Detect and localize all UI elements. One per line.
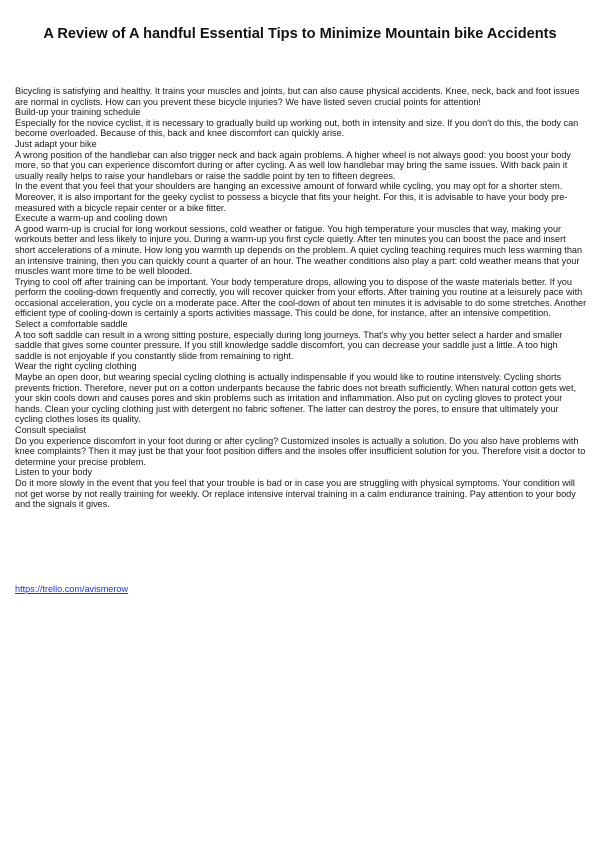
link-container [15, 584, 128, 595]
section-heading-training-schedule: Build-up your training schedule [15, 107, 141, 118]
paragraph-listen-body: Do it more slowly in the event that you feel that your trouble is bad or in case you are struggling with physical symptoms. Your condition will not get worse by not really training for weekly. Or replace intensive interval training in a calm endurance training. Pay attention to your body and the signals it gives. [15, 477, 576, 510]
section-heading-specialist: Consult specialist [15, 425, 87, 435]
paragraph-adapt-bike-2: In the event that you feel that your shoulders are hanging an excessive amount of forward while cycling, you may opt for a shorter stem. Moreover, it is also important for the geeky cyclist to possess a bicycle that fits your height. For this, it is advisable to have your body pre-measured with a bicycle repair center or a bike fitter. [15, 181, 568, 213]
paragraph-warm-up-2: Trying to cool off after training can be important. Your body temperature drops, allowing you to dispose of the waste materials better. If you perform the cooling-down frequently and correctly, you will recover quicker from your efforts. After training you routine at a leisurely pace with occasional acceleration, you cycle on a moderate pace. After the cool-down of about ten minutes it is advisable to do some stretches. Another efficient type of cooling-down is certainly a sports activities massage. This could be done, for instance, after an intensive competition. [15, 276, 587, 319]
document-body [15, 86, 587, 510]
trello-link[interactable]: https://trello.com/avismerow [15, 584, 129, 594]
intro-paragraph: Bicycling is satisfying and healthy. It trains your muscles and joints, but can also cause physical accidents. Knee, neck, back and foot issues are normal in cyclists. How can you prevent these bicycle injuries? We have listed seven crucial points for attention! [15, 86, 580, 107]
paragraph-training-schedule: Especially for the novice cyclist, it is necessary to gradually build up working out, both in intensity and size. If you don't do this, the body can become overloaded. Because of this, back and knee discomfort can quickly arise. [15, 117, 579, 139]
section-heading-listen-body: Listen to your body [15, 467, 93, 478]
paragraph-specialist: Do you experience discomfort in your foot during or after cycling? Customized insoles is actually a solution. Do you also have problems with knee complaints? Then it may just be that your foot position differs and the insoles offer insufficient solution for you. Therefore visit a doctor to determine your precise problem. [15, 435, 586, 467]
section-heading-adapt-bike: Just adapt your bike [15, 138, 97, 149]
paragraph-saddle: A too soft saddle can result in a wrong sitting posture, especially during long journeys. That's why you better select a harder and smaller saddle that gives some counter pressure. If you still knowledge saddle discomfort, you can decrease your saddle just a little. A too high saddle is not enjoyable if you constantly slide from remaining to right. [15, 329, 563, 361]
section-heading-warm-up: Execute a warm-up and cooling down [15, 213, 168, 224]
document-title: A Review of A handful Essential Tips to Minimize Mountain bike Accidents [43, 26, 557, 42]
section-heading-clothing: Wear the right cycling clothing [15, 361, 137, 372]
paragraph-adapt-bike-1: A wrong position of the handlebar can also trigger neck and back again problems. A higher wheel is not always good: you boost your body more, so that you can experience discomfort during or after cycling. A as well low handlebar may bring the same issues. With back pain it usually really helps to raise your handlebars or raise the saddle point by ten to fifteen degrees. [15, 149, 571, 181]
paragraph-clothing: Maybe an open door, but wearing special cycling clothing is actually indispensable if you would like to routine intensively. Cycling shorts prevents friction. Therefore, never put on a cotton underpants because the fabric does not breath sufficiently. When natural cotton gets wet, your skin cools down and causes pores and skin problems such as irritation and inflammation. Also put on cycling gloves to protect your hands. Clean your cycling clothing just with detergent no fabric softener. The latter can destroy the pores, to ensure that ultimately your cycling clothes loses its quality. [15, 372, 577, 425]
section-heading-saddle: Select a comfortable saddle [15, 319, 128, 330]
paragraph-warm-up-1: A good warm-up is crucial for long workout sessions, cold weather or fatigue. You high temperature your muscles that way, making your workouts better and less likely to injure you. During a warm-up you first cycle quietly. After ten minutes you can boost the pace and insert short accelerations of a minute. How long you warmth up depends on the problem. A quiet cycling teaching requires much less warming than an intensive training, then you can quickly count a quarter of an hour. The weather conditions also play a part: cold weather means that your muscles want more time to be well blooded. [15, 223, 583, 277]
